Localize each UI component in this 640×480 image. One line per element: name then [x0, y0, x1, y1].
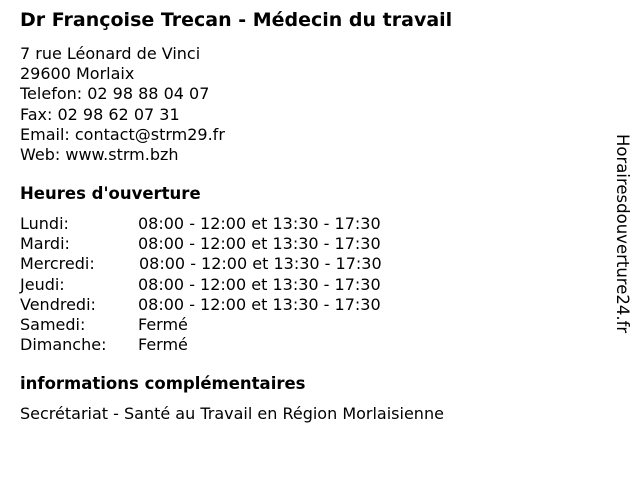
- email-address: Email: contact@strm29.fr: [20, 124, 225, 144]
- info-text: Secrétariat - Santé au Travail en Région Morlaisienne: [20, 404, 444, 423]
- day-label: Lundi:: [20, 214, 69, 233]
- time-value: Fermé: [138, 335, 188, 355]
- page-title: Dr Françoise Trecan - Médecin du travail: [20, 9, 453, 31]
- address-street: 7 rue Léonard de Vinci: [20, 44, 201, 63]
- day-label: Vendredi:: [20, 294, 96, 314]
- fax-number: Fax: 02 98 62 07 31: [20, 104, 180, 124]
- day-label: Mercredi:: [20, 254, 95, 274]
- address-city: 29600 Morlaix: [20, 64, 135, 84]
- website: Web: www.strm.bzh: [20, 145, 179, 165]
- time-value: 08:00 - 12:00 et 13:30 - 17:30: [138, 274, 381, 294]
- day-label: Dimanche:: [20, 335, 107, 355]
- hours-heading: Heures d'ouverture: [20, 184, 201, 203]
- time-value: 08:00 - 12:00 et 13:30 - 17:30: [138, 294, 381, 314]
- time-value: 08:00 - 12:00 et 13:30 - 17:30: [139, 254, 382, 274]
- watermark-text: Horairesdouverture24.fr: [613, 134, 632, 334]
- watermark: [612, 134, 632, 374]
- day-label: Jeudi:: [20, 274, 65, 294]
- info-heading: informations complémentaires: [20, 374, 306, 393]
- time-value: 08:00 - 12:00 et 13:30 - 17:30: [138, 234, 381, 254]
- day-label: Samedi:: [20, 314, 86, 334]
- time-value: 08:00 - 12:00 et 13:30 - 17:30: [138, 214, 381, 233]
- day-label: Mardi:: [20, 234, 70, 254]
- phone-number: Telefon: 02 98 88 04 07: [20, 84, 210, 104]
- time-value: Fermé: [138, 314, 188, 334]
- contact-block: [20, 44, 225, 165]
